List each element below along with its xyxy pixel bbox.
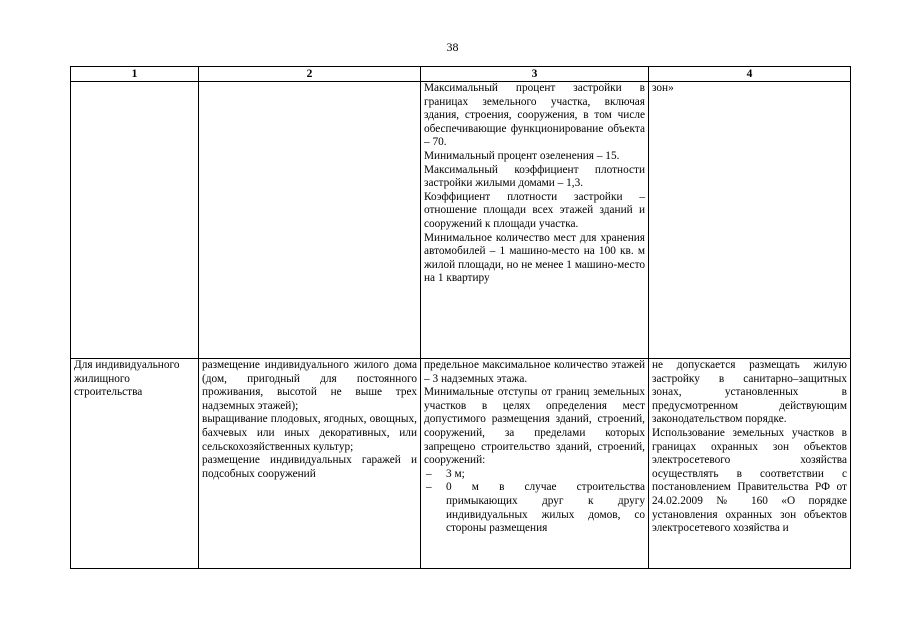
max-build-percent-text: Максимальный процент застройки в границах земельного участка, включая здания, строения, сооружения, в том числе обеспечивающие функционирование объекта – 70. (424, 82, 645, 149)
column-header-4: 4 (649, 67, 851, 82)
table-header-row (71, 67, 851, 82)
list-item: – 3 м; (424, 468, 645, 482)
column-header-1: 1 (71, 67, 199, 82)
page-number: 38 (446, 40, 459, 54)
setback-list (424, 468, 645, 536)
zones-closing-text: зон» (652, 82, 674, 94)
min-parking-text: Минимальное количество мест для хранения автомобилей – 1 машино-место на 100 кв. м жилой площади, но не менее 1 машино-место на 1 квартиру (424, 231, 645, 285)
sanitary-zone-restriction: не допускается размещать жилую застройку в санитарно–защитных зонах, установленных в предусмотренном действующим законодательством порядке. (652, 359, 847, 426)
permitted-use-house: размещение индивидуального жилого дома (дом, пригодный для постоянного проживания, высотой не выше трех надземных этажей); (202, 359, 417, 412)
density-definition-text: Коэффициент плотности застройки – отношение площади всех этажей зданий и сооружений к площади участка. (424, 190, 645, 230)
min-setbacks-text: Минимальные отступы от границ земельных участков в целях определения мест допустимого размещения зданий, строений, сооружений, за пределами которых запрещено строительство зданий, строений, сооружений: (424, 386, 645, 467)
permitted-use-crops: выращивание плодовых, ягодных, овощных, бахчевых или иных декоративных, или сельскохозяйственных культур; (202, 413, 417, 453)
power-zone-usage: Использование земельных участков в границах охранных зон объектов электросетевого хозяйства осуществлять в соответствии с постановлением Правительства РФ от 24.02.2009 № 160 «О порядке установления охранных зон объектов электросетевого хозяйства и (652, 426, 847, 535)
row2-col4-cell (649, 359, 851, 569)
row1-col3-cell (421, 82, 649, 359)
column-header-2: 2 (199, 67, 421, 82)
row2-col3-cell (421, 359, 649, 569)
row1-col2-cell (199, 82, 421, 359)
row1-col1-cell (71, 82, 199, 359)
list-item: – 0 м в случае строительства примыкающих друг к другу индивидуальных жилых домов, со стороны размещения (424, 481, 645, 535)
permitted-use-garages: размещение индивидуальных гаражей и подсобных сооружений (202, 454, 417, 480)
max-density-ratio-text: Максимальный коэффициент плотности застройки жилыми домами – 1,3. (424, 163, 645, 190)
min-green-percent-text: Минимальный процент озеленения – 15. (424, 149, 620, 162)
table-row (71, 82, 851, 359)
column-header-3: 3 (421, 67, 649, 82)
max-floors-text: предельное максимальное количество этажей – 3 надземных этажа. (424, 359, 645, 385)
row2-col1-cell (71, 359, 199, 569)
table-row (71, 359, 851, 569)
row2-col2-cell (199, 359, 421, 569)
regulations-table (70, 66, 851, 569)
row1-col4-cell (649, 82, 851, 359)
land-use-type: Для индивидуального жилищного строительства (74, 359, 180, 399)
